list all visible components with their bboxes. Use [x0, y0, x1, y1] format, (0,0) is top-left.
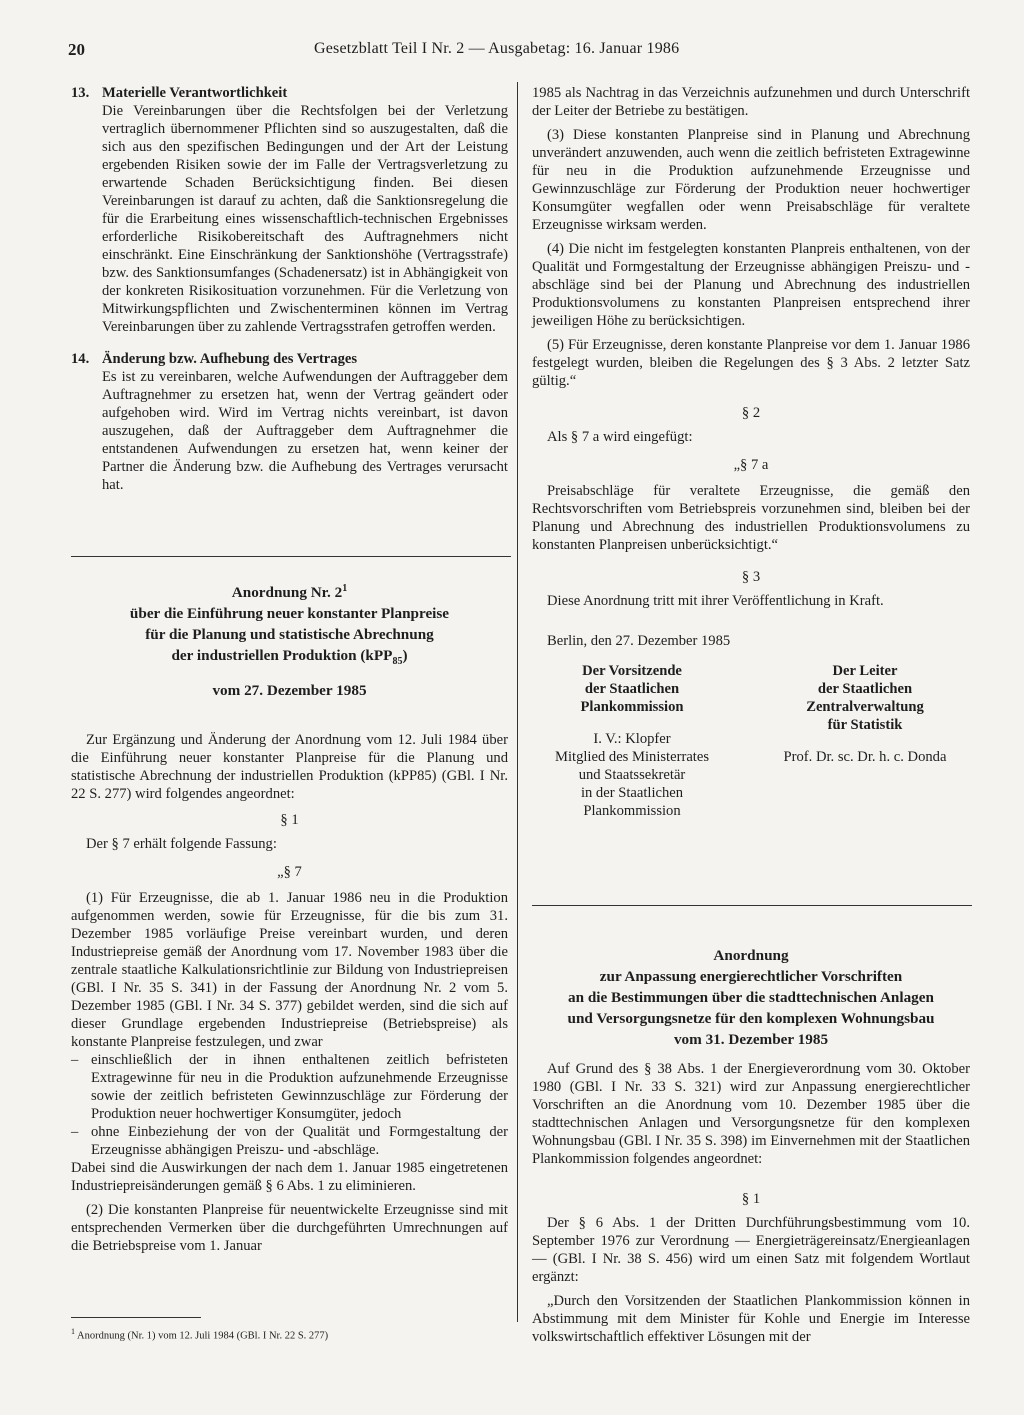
page-number: 20 — [68, 40, 85, 59]
anordnung-date: vom 27. Dezember 1985 — [212, 682, 367, 700]
item-14-title: Änderung bzw. Aufhebung des Vertrages — [102, 351, 358, 367]
paragraph-2: (2) Die konstanten Planpreise für neuentwickelte Erzeugnisse sind mit entsprechenden Vermerken über die durchgeführten Umrechnungen auf die Betriebspreise vom 1. Januar — [71, 1202, 508, 1255]
section-7-quote: „§ 7 — [277, 864, 302, 881]
sig-right-role1: Der Leiter — [832, 663, 898, 679]
sig-left-title3: in der Staatlichen — [580, 785, 684, 801]
paragraph-1: (1) Für Erzeugnisse, die ab 1. Januar 1986 neu in die Produktion aufgenommen werden, sowie für Erzeugnisse, für die bis zum 31. Dezember 1985 vorläufige Preise vereinbart wurden, und deren Industriepreise gemäß der Anordnung vom 17. November 1983 über die zentrale staatliche Kalkulationsrichtlinie zur Bildung von Industriepreisen (GBl. I Nr. 35 S. 341) in der Fassung der Anordnung Nr. 2 vom 5. Dezember 1985 (GBl. I Nr. 34 S. 377) gebildet werden, sind die sich auf dieser Grundlage ergebenden Industriepreise (Betriebspreise) als konstante Planpreise festzulegen, und zwar — [71, 890, 508, 1051]
section-7a-quote: „§ 7 a — [733, 457, 769, 473]
dash-item-1-text: einschließlich der in ihnen enthaltenen zeitlich befristeten Extragewinne für neu in die Produktion aufzunehmende Erzeugnisse sowie der zeitlich befristeten Gewinnzuschläge zur Förderung der Produktion neuer hochwertiger Konsumgüter, jedoch — [91, 1052, 508, 1123]
signature-left — [532, 662, 732, 820]
item-13 — [71, 84, 508, 336]
anordnung-title-line4-text: der industriellen Produktion (kPP — [171, 647, 393, 665]
dash-item-2-text: ohne Einbeziehung der von der Qualität und Formgestaltung der Erzeugnisse abhängigen Preiszu- und -abschläge. — [91, 1124, 508, 1159]
sig-left-role3: Plankommission — [580, 699, 684, 715]
paragraph-last-1: Der § 6 Abs. 1 der Dritten Durchführungsbestimmung vom 10. September 1976 zur Verordnung — Energieträgereinsatz/Energieanlagen — (GBl. I Nr. 38 S. 456) wird um einen Satz mit folgendem Wortlaut ergänzt: — [532, 1215, 970, 1285]
item-13-text: Die Vereinbarungen über die Rechtsfolgen bei der Verletzung vertraglich übernommener Pflichten sind so auszugestalten, daß die sich aus den spezifischen Bedingungen und der Art der Leistung ergebenden Risiken sowie der im Falle der Vertragsverletzung zu erwartende Schaden Berücksichtigung finden. Bei diesen Vereinbarungen ist darauf zu achten, daß die Sanktionsregelung die für die Erarbeitung eines wissenschaftlich-technischen Ergebnisses erforderliche Risikobereitschaft des Auftragnehmers nicht einschränkt. Eine Einschränkung der Sanktionshöhe (Vertragsstrafe) bzw. des Sanktionsumfanges (Schadenersatz) ist in Abhängigkeit von der konkreten Risikosituation vorzunehmen. Für die Verletzung von Mitwirkungspflichten und Zwischenterminen können im Vertrag Vereinbarungen über zu zahlende Vertragsstrafen getroffen werden. — [102, 103, 508, 335]
paragraph-5: (5) Für Erzeugnisse, deren konstante Planpreise vor dem 1. Januar 1986 festgelegt wurden, bleiben die Regelungen des § 3 Abs. 2 letzter Satz gültig.“ — [532, 337, 970, 389]
anordnung-title-line2: über die Einführung neuer konstanter Planpreise — [129, 605, 450, 623]
section-3-text: Diese Anordnung tritt mit ihrer Veröffentlichung in Kraft. — [547, 593, 884, 609]
item-13-number: 13. — [71, 85, 90, 101]
section-3: § 3 — [741, 569, 761, 585]
anordnung2-date: vom 31. Dezember 1985 — [673, 1031, 829, 1048]
footnote-rule — [71, 1317, 201, 1318]
sig-right-role3: Zentralverwaltung — [806, 699, 924, 715]
intro-paragraph: Zur Ergänzung und Änderung der Anordnung vom 12. Juli 1984 über die Einführung neuer konstanter Planpreise für die Planung und statistische Abrechnung der industriellen Produktion (kPP85) (GBl. I Nr. 22 S. 277) wird folgendes angeordnet: — [71, 732, 508, 803]
sig-right-role4: für Statistik — [827, 717, 903, 733]
anordnung2-title — [532, 945, 970, 1050]
anordnung-title-subscript: 85 — [392, 656, 403, 668]
item-14-number: 14. — [71, 351, 90, 367]
footnote-mark: 1 — [342, 583, 348, 594]
item-13-title: Materielle Verantwortlichkeit — [102, 85, 288, 101]
anordnung-title-line4 — [71, 645, 508, 672]
dash-item-1 — [71, 1051, 508, 1123]
page-header — [68, 40, 968, 64]
section-1: § 1 — [280, 812, 299, 829]
sig-left-role2: der Staatlichen — [584, 681, 680, 697]
anordnung2-title-line2: zur Anpassung energierechtlicher Vorschriften — [599, 968, 903, 985]
paragraph-last-2: „Durch den Vorsitzenden der Staatlichen Plankommission können in Abstimmung mit dem Minister für Kohle und Energie im Interesse volkswirtschaftlich effektiver Lösungen mit der — [532, 1293, 970, 1345]
section-rule-right — [532, 905, 972, 906]
anordnung-title-line1 — [71, 578, 508, 603]
footnote-number: 1 — [71, 1327, 75, 1336]
anordnung2-title-line4: und Versorgungsnetze für den komplexen Wohnungsbau — [567, 1010, 935, 1027]
anordnung-title-line3: für die Planung und statistische Abrechnung — [145, 626, 434, 644]
paragraph-2-continued: 1985 als Nachtrag in das Verzeichnis aufzunehmen und durch Unterschrift der Leiter der Betriebe zu bestätigen. — [532, 85, 970, 119]
intro2-paragraph: Auf Grund des § 38 Abs. 1 der Energieverordnung vom 30. Oktober 1980 (GBl. I Nr. 33 S. 321) wird zur Anpassung energierechtlicher Vorschriften an die Anordnung vom 10. Dezember 1985 über die stadttechnischen Anlagen und Versorgungsnetze für den komplexen Wohnungsbau (GBl. I Nr. 35 S. 398) im Einvernehmen mit der Staatlichen Plankommission folgendes angeordnet: — [532, 1061, 970, 1167]
footnote-text: Anordnung (Nr. 1) vom 12. Juli 1984 (GBl. I Nr. 22 S. 277) — [77, 1330, 329, 1342]
item-14 — [71, 350, 508, 494]
sig-left-role1: Der Vorsitzende — [582, 663, 682, 679]
item-14-heading — [71, 350, 508, 368]
paragraph-1b: Dabei sind die Auswirkungen der nach dem 1. Januar 1985 eingetretenen Industriepreisänderungen gemäß § 6 Abs. 1 zu eliminieren. — [71, 1160, 508, 1195]
place-date: Berlin, den 27. Dezember 1985 — [547, 633, 731, 649]
paragraph-3: (3) Diese konstanten Planpreise sind in Planung und Abrechnung unverändert anzuwenden, auch wenn die zeitlich befristeten Extragewinne für neu in die Produktion aufzunehmende Erzeugnisse und Gewinnzuschläge zur Förderung der Produktion neuer hochwertiger Konsumgüter wegfallen oder wenn Preisabschläge für veraltete Erzeugnisse wirksam werden. — [532, 127, 970, 233]
sig-left-title2: und Staatssekretär — [578, 767, 686, 783]
signature-right — [760, 662, 970, 820]
gazette-title: Gesetzblatt Teil I Nr. 2 — Ausgabetag: 16. Januar 1986 — [314, 40, 680, 57]
paragraph-4: (4) Die nicht im festgelegten konstanten Planpreis enthaltenen, von der Qualität und Formgestaltung der Erzeugnisse abhängigen Preiszu- und -abschläge sind bei der Planung und Abrechnung des industriellen Produktionsvolumens zu konstanten Planpreisen entsprechend ihrer jeweiligen Höhe zu berücksichtigen. — [532, 241, 970, 329]
section-1-text: Der § 7 erhält folgende Fassung: — [86, 836, 277, 853]
section-1b: § 1 — [741, 1191, 761, 1207]
item-14-text: Es ist zu vereinbaren, welche Aufwendungen der Auftraggeber dem Auftragnehmer zu ersetzen hat, wenn der Vertrag geändert oder aufgehoben wird. Wird im Vertrag nichts vereinbart, ist davon auszugehen, daß der Auftraggeber dem Auftragnehmer die entstandenen Aufwendungen zu ersetzen hat, wenn keiner der Partner die Änderung bzw. die Aufhebung des Vertrages verursacht hat. — [102, 369, 508, 493]
anordnung-title — [71, 578, 508, 701]
dash-bullet: – — [71, 1052, 79, 1069]
paragraph-7a: Preisabschläge für veraltete Erzeugnisse, die gemäß den Rechtsvorschriften vom Betriebspreis vorzunehmen sind, bleiben bei der Planung und Abrechnung des industriellen Produktionsvolumens zu konstanten Planpreisen unberücksichtigt.“ — [532, 483, 970, 553]
left-column-lower — [71, 578, 508, 1255]
right-column-lower — [532, 945, 970, 1346]
section-2: § 2 — [741, 405, 761, 421]
column-divider — [517, 82, 518, 1322]
anordnung-title-text: Anordnung Nr. 2 — [231, 584, 343, 602]
section-2-text: Als § 7 a wird eingefügt: — [547, 429, 693, 445]
footnote — [71, 1327, 511, 1342]
signatures — [532, 662, 970, 820]
section-rule-left — [71, 556, 511, 557]
item-13-heading — [71, 84, 508, 102]
anordnung2-title-line3: an die Bestimmungen über die stadttechnischen Anlagen — [568, 989, 934, 1006]
sig-left-title1: Mitglied des Ministerrates — [554, 749, 710, 765]
sig-left-name: I. V.: Klopfer — [593, 731, 671, 747]
anordnung2-title-line1: Anordnung — [713, 947, 789, 964]
sig-left-title4: Plankommission — [583, 803, 681, 819]
left-column — [71, 84, 508, 508]
anordnung-title-paren: ) — [402, 647, 408, 665]
sig-right-role2: der Staatlichen — [817, 681, 913, 697]
dash-item-2 — [71, 1123, 508, 1159]
dash-bullet: – — [71, 1124, 79, 1141]
right-column — [532, 84, 970, 820]
sig-right-name: Prof. Dr. sc. Dr. h. c. Donda — [783, 749, 947, 765]
